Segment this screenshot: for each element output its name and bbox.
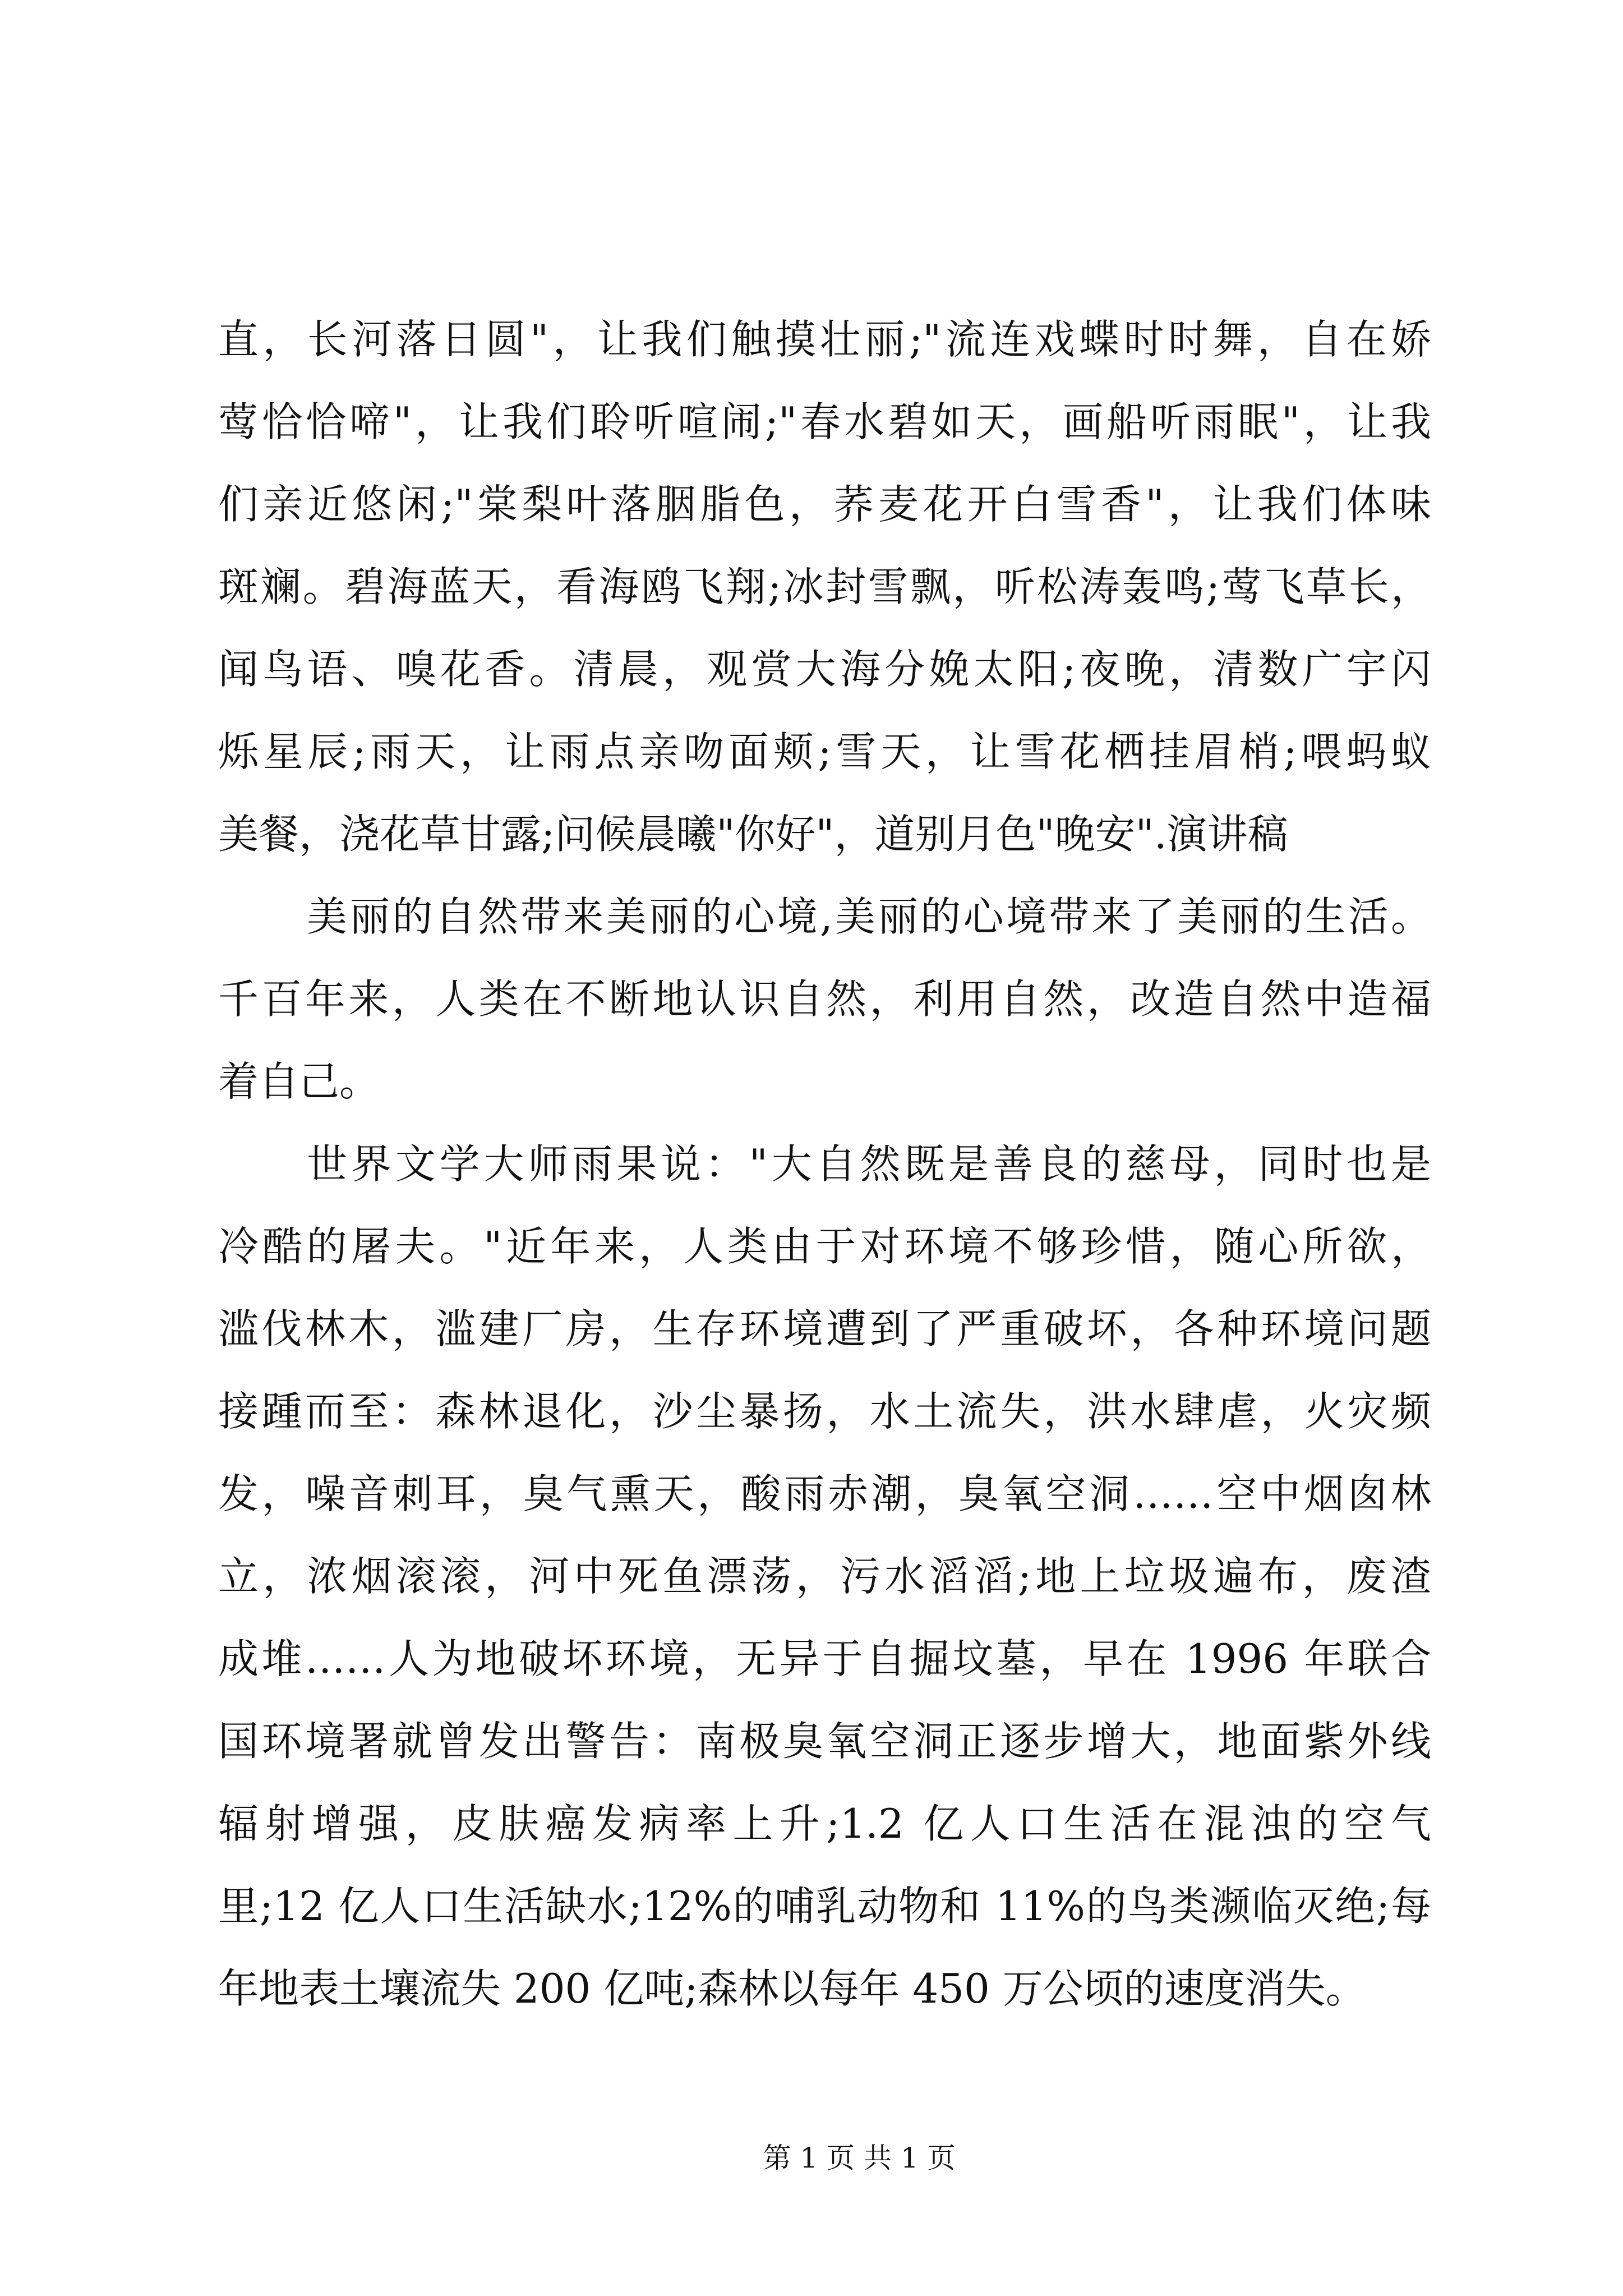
text-line: 辐射增强，皮肤癌发病率上升;1.2 亿人口生活在混浊的空气: [218, 1800, 1431, 1847]
text-line: 莺恰恰啼"，让我们聆听喧闹;"春水碧如天，画船听雨眠"，让我: [218, 398, 1431, 445]
text-line: 年地表土壤流失 200 亿吨;森林以每年 450 万公顷的速度消失。: [218, 1965, 1366, 2012]
document-body: [218, 298, 1431, 2030]
text-line: 接踵而至：森林退化，沙尘暴扬，水土流失，洪水肆虐，火灾频: [218, 1388, 1431, 1435]
paragraph-3: [218, 1123, 1431, 2030]
text-line: 斑斓。碧海蓝天，看海鸥飞翔;冰封雪飘，听松涛轰鸣;莺飞草长，: [218, 563, 1431, 610]
text-line: 冷酷的屠夫。"近年来，人类由于对环境不够珍惜，随心所欲，: [218, 1223, 1431, 1270]
page-number-footer: 第 1 页 共 1 页: [763, 2142, 956, 2174]
text-line: 世界文学大师雨果说："大自然既是善良的慈母，同时也是: [307, 1140, 1431, 1188]
text-line: 着自己。: [218, 1058, 380, 1105]
text-line: 美丽的自然带来美丽的心境,美丽的心境带来了美丽的生活。: [307, 893, 1431, 940]
text-line: 成堆……人为地破坏环境，无异于自掘坟墓，早在 1996 年联合: [218, 1635, 1431, 1682]
text-line: 美餐，浇花草甘露;问候晨曦"你好"，道别月色"晚安".演讲稿: [218, 811, 1288, 858]
paragraph-1: [218, 298, 1431, 876]
text-line: 发，噪音刺耳，臭气熏天，酸雨赤潮，臭氧空洞……空中烟囱林: [218, 1470, 1431, 1517]
paragraph-2: [218, 876, 1431, 1123]
text-line: 直，长河落日圆"，让我们触摸壮丽;"流连戏蝶时时舞，自在娇: [218, 316, 1431, 363]
text-line: 千百年来，人类在不断地认识自然，利用自然，改造自然中造福: [218, 976, 1431, 1023]
text-line: 滥伐林木，滥建厂房，生存环境遭到了严重破坏，各种环境问题: [218, 1305, 1431, 1352]
text-line: 烁星辰;雨天，让雨点亲吻面颊;雪天，让雪花栖挂眉梢;喂蚂蚁: [218, 728, 1431, 775]
text-line: 里;12 亿人口生活缺水;12%的哺乳动物和 11%的鸟类濒临灭绝;每: [218, 1883, 1431, 1930]
text-line: 闻鸟语、嗅花香。清晨，观赏大海分娩太阳;夜晚，清数广宇闪: [218, 646, 1431, 693]
text-line: 国环境署就曾发出警告：南极臭氧空洞正逐步增大，地面紫外线: [218, 1718, 1431, 1765]
text-line: 们亲近悠闲;"棠梨叶落胭脂色，荞麦花开白雪香"，让我们体味: [218, 481, 1431, 528]
text-line: 立，浓烟滚滚，河中死鱼漂荡，污水滔滔;地上垃圾遍布，废渣: [218, 1553, 1431, 1600]
